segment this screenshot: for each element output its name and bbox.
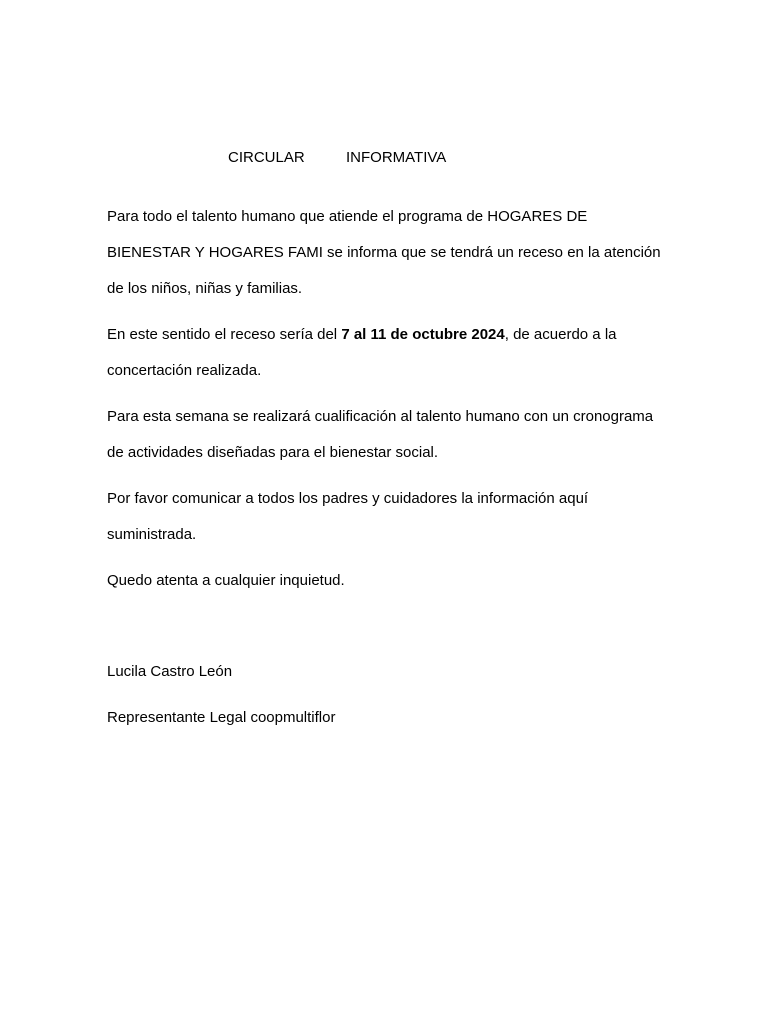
paragraph-closing: Quedo atenta a cualquier inquietud. [107, 572, 345, 589]
paragraph-dates [107, 317, 667, 389]
paragraph-request: Por favor comunicar a todos los padres y cuidadores la información aquí suministrada. [107, 490, 589, 543]
document-title [0, 148, 768, 168]
title-word-circular: CIRCULAR [228, 149, 305, 166]
paragraph-dates-lead: En este sentido el receso sería del [107, 326, 342, 343]
signatory-name: Lucila Castro León [107, 663, 233, 680]
title-word-informativa: INFORMATIVA [346, 149, 447, 166]
recess-dates: 7 al 11 de octubre 2024 [341, 326, 505, 343]
signature-block [107, 660, 667, 730]
document-body [107, 199, 667, 609]
paragraph-announcement: Para todo el talento humano que atiende el programa de HOGARES DE BIENESTAR Y HOGARES FAMI se informa que se tendrá un receso en la atención de los niños, niñas y familias. [107, 208, 661, 297]
signatory-role: Representante Legal coopmultiflor [107, 709, 336, 726]
paragraph-training: Para esta semana se realizará cualificación al talento humano con un cronograma de actividades diseñadas para el bienestar social. [107, 408, 654, 461]
paragraph-dates-tail: , de acuerdo a la concertación realizada. [107, 326, 617, 379]
